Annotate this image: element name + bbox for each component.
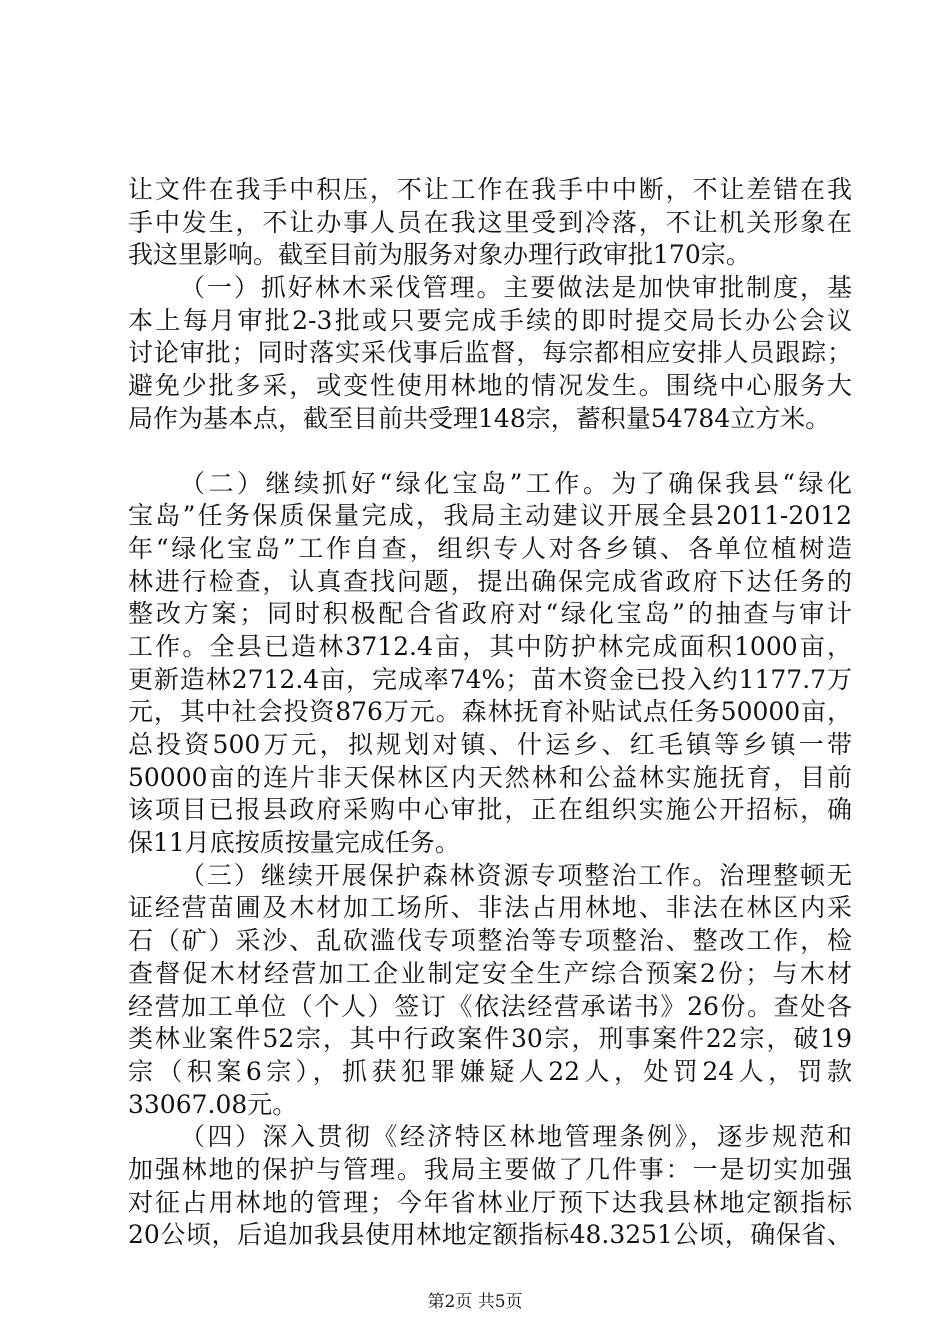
text-line: 本上每月审批2-3批或只要完成手续的即时提交局长办公会议 <box>128 305 852 335</box>
text-line: 林进行检查，认真查找问题，提出确保完成省政府下达任务的 <box>128 566 852 596</box>
text-line: 年“绿化宝岛”工作自查，组织专人对各乡镇、各单位植树造 <box>128 533 852 563</box>
document-body <box>128 174 852 1252</box>
text-line: 宗（积案6宗），抓获犯罪嫌疑人22人，处罚24人，罚款 <box>128 1056 852 1086</box>
text-line: 查督促木材经营加工企业制定安全生产综合预案2份；与木材 <box>128 958 852 988</box>
text-line: 总投资500万元，拟规划对镇、什运乡、红毛镇等乡镇一带 <box>128 730 852 759</box>
text-line: 加强林地的保护与管理。我局主要做了几件事：一是切实加强 <box>128 1154 852 1184</box>
text-line: 整改方案；同时积极配合省政府对“绿化宝岛”的抽查与审计 <box>128 599 852 629</box>
text-line: （二）继续抓好“绿化宝岛”工作。为了确保我县“绿化 <box>180 468 852 498</box>
text-line: 让文件在我手中积压，不让工作在我手中中断，不让差错在我 <box>128 175 852 204</box>
paragraph-forest-land <box>128 1121 852 1252</box>
page-footer: 第2页 共5页 <box>427 1292 523 1312</box>
text-line: 证经营苗圃及木材加工场所、非法占用林地、非法在林区内采 <box>128 893 852 923</box>
text-line: 类林业案件52宗，其中行政案件30宗，刑事案件22宗，破19 <box>128 1024 852 1054</box>
text-line: （四）深入贯彻《经济特区林地管理条例》，逐步规范和 <box>180 1122 852 1152</box>
text-line: 宝岛”任务保质保量完成，我局主动建议开展全县2011-2012 <box>128 501 852 531</box>
paragraph-timber-harvest <box>128 272 852 435</box>
text-line: 该项目已报县政府采购中心审批，正在组织实施公开招标，确 <box>128 795 852 825</box>
text-line: 元，其中社会投资876万元。森林抚育补贴试点任务50000亩， <box>128 697 852 727</box>
text-line: 讨论审批；同时落实采伐事后监督，每宗都相应安排人员跟踪； <box>128 338 852 368</box>
text-line: 工作。全县已造林3712.4亩，其中防护林完成面积1000亩， <box>128 631 852 661</box>
text-line: 对征占用林地的管理；今年省林业厅预下达我县林地定额指标 <box>128 1187 852 1217</box>
text-line: （一）抓好林木采伐管理。主要做法是加快审批制度，基 <box>180 273 852 303</box>
text-line: 经营加工单位（个人）签订《依法经营承诺书》26份。查处各 <box>128 991 852 1021</box>
text-line: 更新造林2712.4亩，完成率74%；苗木资金已投入约1177.7万 <box>128 664 852 694</box>
text-line: 手中发生，不让办事人员在我这里受到冷落，不让机关形象在 <box>128 207 852 237</box>
paragraph-greening <box>128 468 852 860</box>
text-line: 50000亩的连片非天保林区内天然林和公益林实施抚育，目前 <box>128 762 852 792</box>
paragraph-continuation <box>128 174 852 272</box>
paragraph-spacer <box>128 436 852 468</box>
text-line: 避免少批多采，或变性使用林地的情况发生。围绕中心服务大 <box>128 371 852 401</box>
text-line: （三）继续开展保护森林资源专项整治工作。治理整顿无 <box>180 860 852 890</box>
paragraph-forest-protection <box>128 860 852 1122</box>
text-line: 20公顷，后追加我县使用林地定额指标48.3251公顷，确保省、 <box>128 1220 852 1250</box>
text-line: 保11月底按质按量完成任务。 <box>128 828 460 858</box>
text-line: 石（矿）采沙、乱砍滥伐专项整治等专项整治、整改工作，检 <box>128 926 852 956</box>
text-line: 33067.08元。 <box>128 1089 298 1119</box>
text-line: 局作为基本点，截至目前共受理148宗，蓄积量54784立方米。 <box>128 403 831 433</box>
text-line: 我这里影响。截至目前为服务对象办理行政审批170宗。 <box>128 240 751 270</box>
